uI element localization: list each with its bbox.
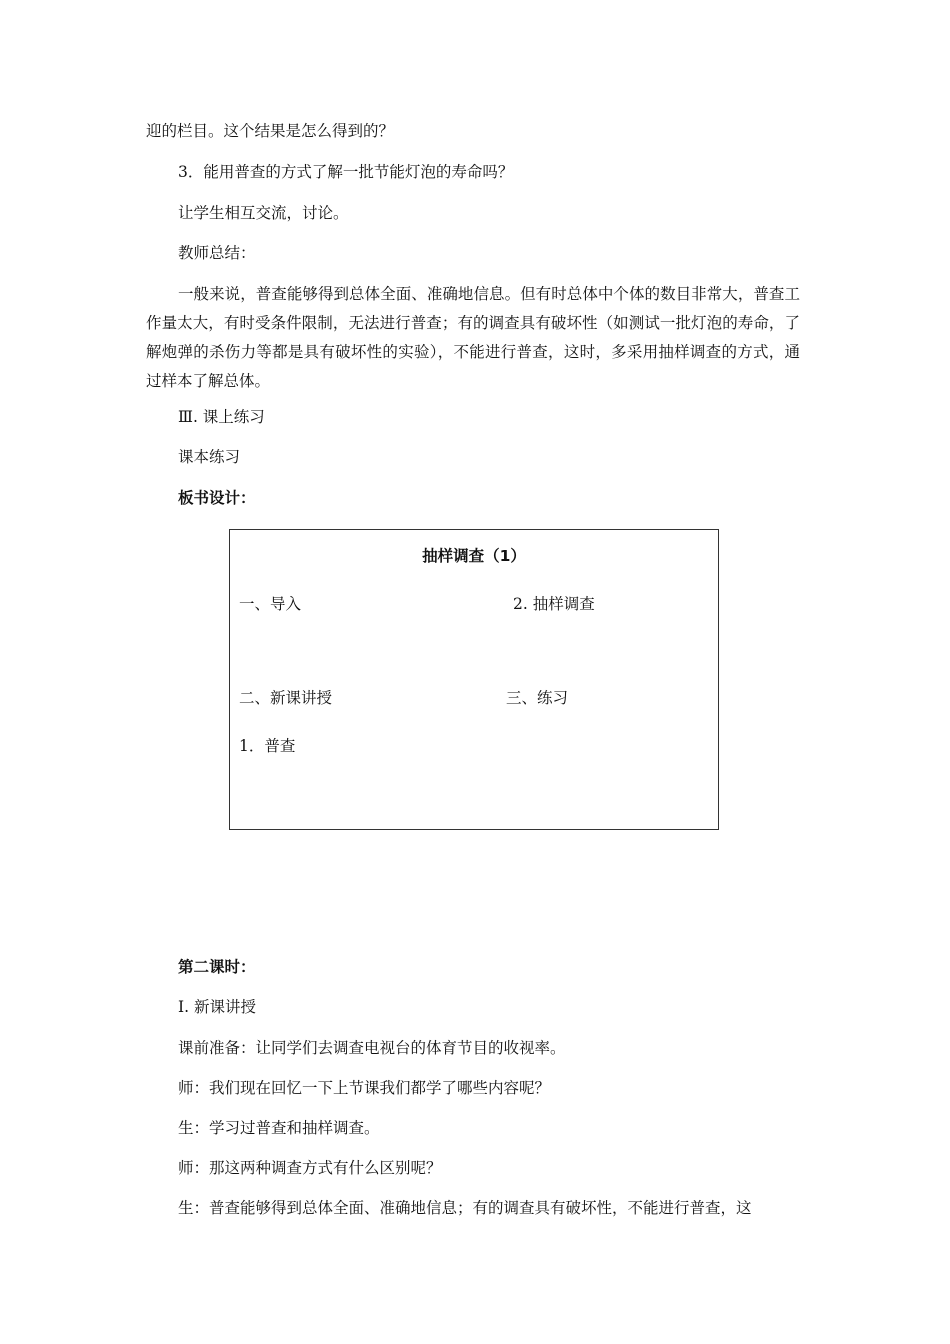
question-3: 3．能用普查的方式了解一批节能灯泡的寿命吗？: [178, 163, 514, 181]
student-line-1: 生：学习过普查和抽样调查。: [178, 1119, 380, 1137]
practice-heading: Ⅲ. 课上练习: [178, 408, 265, 426]
board-design-box: [229, 529, 719, 830]
board-design-label: 板书设计：: [178, 489, 256, 507]
textbook-practice: 课本练习: [178, 448, 241, 466]
board-title: 抽样调查（1）: [422, 547, 526, 565]
new-lesson-part: Ⅰ. 新课讲授: [178, 998, 256, 1016]
board-item-practice: 三、练习: [506, 689, 569, 707]
text-line-continued: 迎的栏目。这个结果是怎么得到的？: [146, 122, 395, 140]
second-lesson-heading: 第二课时：: [178, 958, 256, 976]
board-item-census: 1．普查: [239, 737, 296, 755]
board-item-new-lesson: 二、新课讲授: [239, 689, 333, 707]
teacher-line-2: 师：那这两种调查方式有什么区别呢？: [178, 1159, 442, 1177]
discussion-note: 让学生相互交流，讨论。: [178, 204, 349, 222]
summary-paragraph: 一般来说，普查能够得到总体全面、准确地信息。但有时总体中个体的数目非常大，普查工作量太大，有时受条件限制，无法进行普查；有的调查具有破坏性（如测试一批灯泡的寿命，了解炮弹的杀伤力等都是具有破坏性的实验），不能进行普查，这时，多采用抽样调查的方式，通过样本了解总体。: [146, 285, 800, 390]
teacher-line-1: 师：我们现在回忆一下上节课我们都学了哪些内容呢？: [178, 1079, 551, 1097]
preparation-line: 课前准备：让同学们去调查电视台的体育节目的收视率。: [178, 1039, 566, 1057]
summary-paragraph-block: [146, 280, 800, 396]
board-item-intro: 一、导入: [239, 595, 302, 613]
student-line-2: 生：普查能够得到总体全面、准确地信息；有的调查具有破坏性，不能进行普查，这: [178, 1199, 752, 1217]
teacher-summary-label: 教师总结：: [178, 244, 256, 262]
board-item-sampling: 2. 抽样调查: [513, 595, 595, 613]
